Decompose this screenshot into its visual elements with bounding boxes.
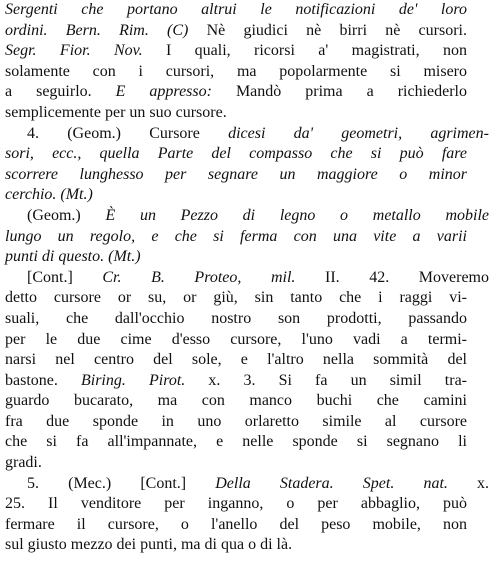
text-line [5,206,489,227]
text-line [5,165,467,186]
text-segment: Nè giudici nè birri nè cursori. [188,21,467,39]
text-segment: suali, che dall'occhio nostro son prodotti, passando [5,309,467,327]
text-line [5,350,467,371]
text-line [5,432,467,453]
text-segment: bastone. [5,371,81,389]
text-segment: I quali, ricorsi a' magistrati, non [142,42,468,60]
text-segment: che si fa all'impannate, e nelle sponde si segnano li [5,433,467,451]
italic-text-segment: Cr. B. Proteo, mil. [102,268,296,286]
text-segment: [Cont.] [27,268,103,286]
text-line [5,391,467,412]
text-line [5,288,467,309]
text-segment: solamente con i cursori, ma popolarmente si misero [5,62,467,80]
text-line [5,515,467,536]
text-segment: semplicemente per un suo cursore. [5,103,227,121]
text-segment: 25. Il venditore per inganno, o per abbaglio, può [5,495,467,513]
text-line [5,21,467,42]
text-line [5,41,467,62]
text-line [5,144,467,165]
text-line [5,103,467,124]
text-segment: fra due sponde in uno orlaretto simile al cursore [5,412,467,430]
text-line [5,535,467,556]
text-segment: per le due cime d'esso cursore, l'uno vadi a termi- [5,330,467,348]
text-segment: gradi. [5,454,42,472]
italic-text-segment: Della Stadera. Spet. nat. [215,474,448,492]
text-segment: Mandò prima a richiederlo [211,83,467,101]
italic-text-segment: sori, ecc., quella Parte del compasso che si può fare [5,145,467,163]
italic-text-segment: È un Pezzo di legno o metallo mobile [105,206,489,224]
text-segment: a seguirlo. [5,83,116,101]
text-line [5,453,467,474]
italic-text-segment: lungo un regolo, e che si ferma con una vite a varii [5,227,467,245]
text-line [5,185,467,206]
text-line [5,124,489,145]
text-line [5,62,467,83]
text-segment: x. [447,474,489,492]
text-segment: (Geom.) [27,206,106,224]
italic-text-segment: Biring. Pirot. [80,371,186,389]
italic-text-segment: ordini. Bern. Rim. (C) [5,21,189,39]
text-line [5,0,467,21]
text-line [5,82,467,103]
text-line [5,371,467,392]
text-segment: 5. (Mec.) [Cont.] [27,474,216,492]
text-segment: fermare il cursore, o l'anello del peso mobile, non [5,515,467,533]
text-line [5,227,467,248]
text-line [5,247,467,268]
italic-text-segment: Segr. Fior. Nov. [5,42,143,60]
italic-text-segment: scorrere lunghesso per segnare un maggiore o minor [5,165,467,183]
text-segment: 4. (Geom.) Cursore [27,124,229,142]
text-line [5,474,489,495]
text-segment: detto cursore or su, or giù, sin tanto che i raggi vi- [5,289,467,307]
text-line [5,268,489,289]
text-line [5,412,467,433]
italic-text-segment: cerchio. (Mt.) [5,186,93,204]
text-segment: sul giusto mezzo dei punti, ma di qua o di là. [5,536,293,554]
italic-text-segment: E appresso: [115,83,212,101]
entry-text-body [5,0,489,556]
text-line [5,309,467,330]
text-segment: II. 42. Moveremo [295,268,489,286]
text-line [5,330,467,351]
text-segment: narsi nel centro del sole, e l'altro nella sommità del [5,351,467,369]
italic-text-segment: punti di questo. (Mt.) [5,248,141,266]
text-line [5,494,467,515]
italic-text-segment: Sergenti che portano altrui le notificazioni de' loro [5,1,467,18]
italic-text-segment: dicesi da' geometri, agrimen- [228,124,489,142]
text-segment: x. 3. Si fa un simil tra- [185,371,468,389]
text-segment: guardo bucarato, ma con manco buchi che camini [5,392,467,410]
